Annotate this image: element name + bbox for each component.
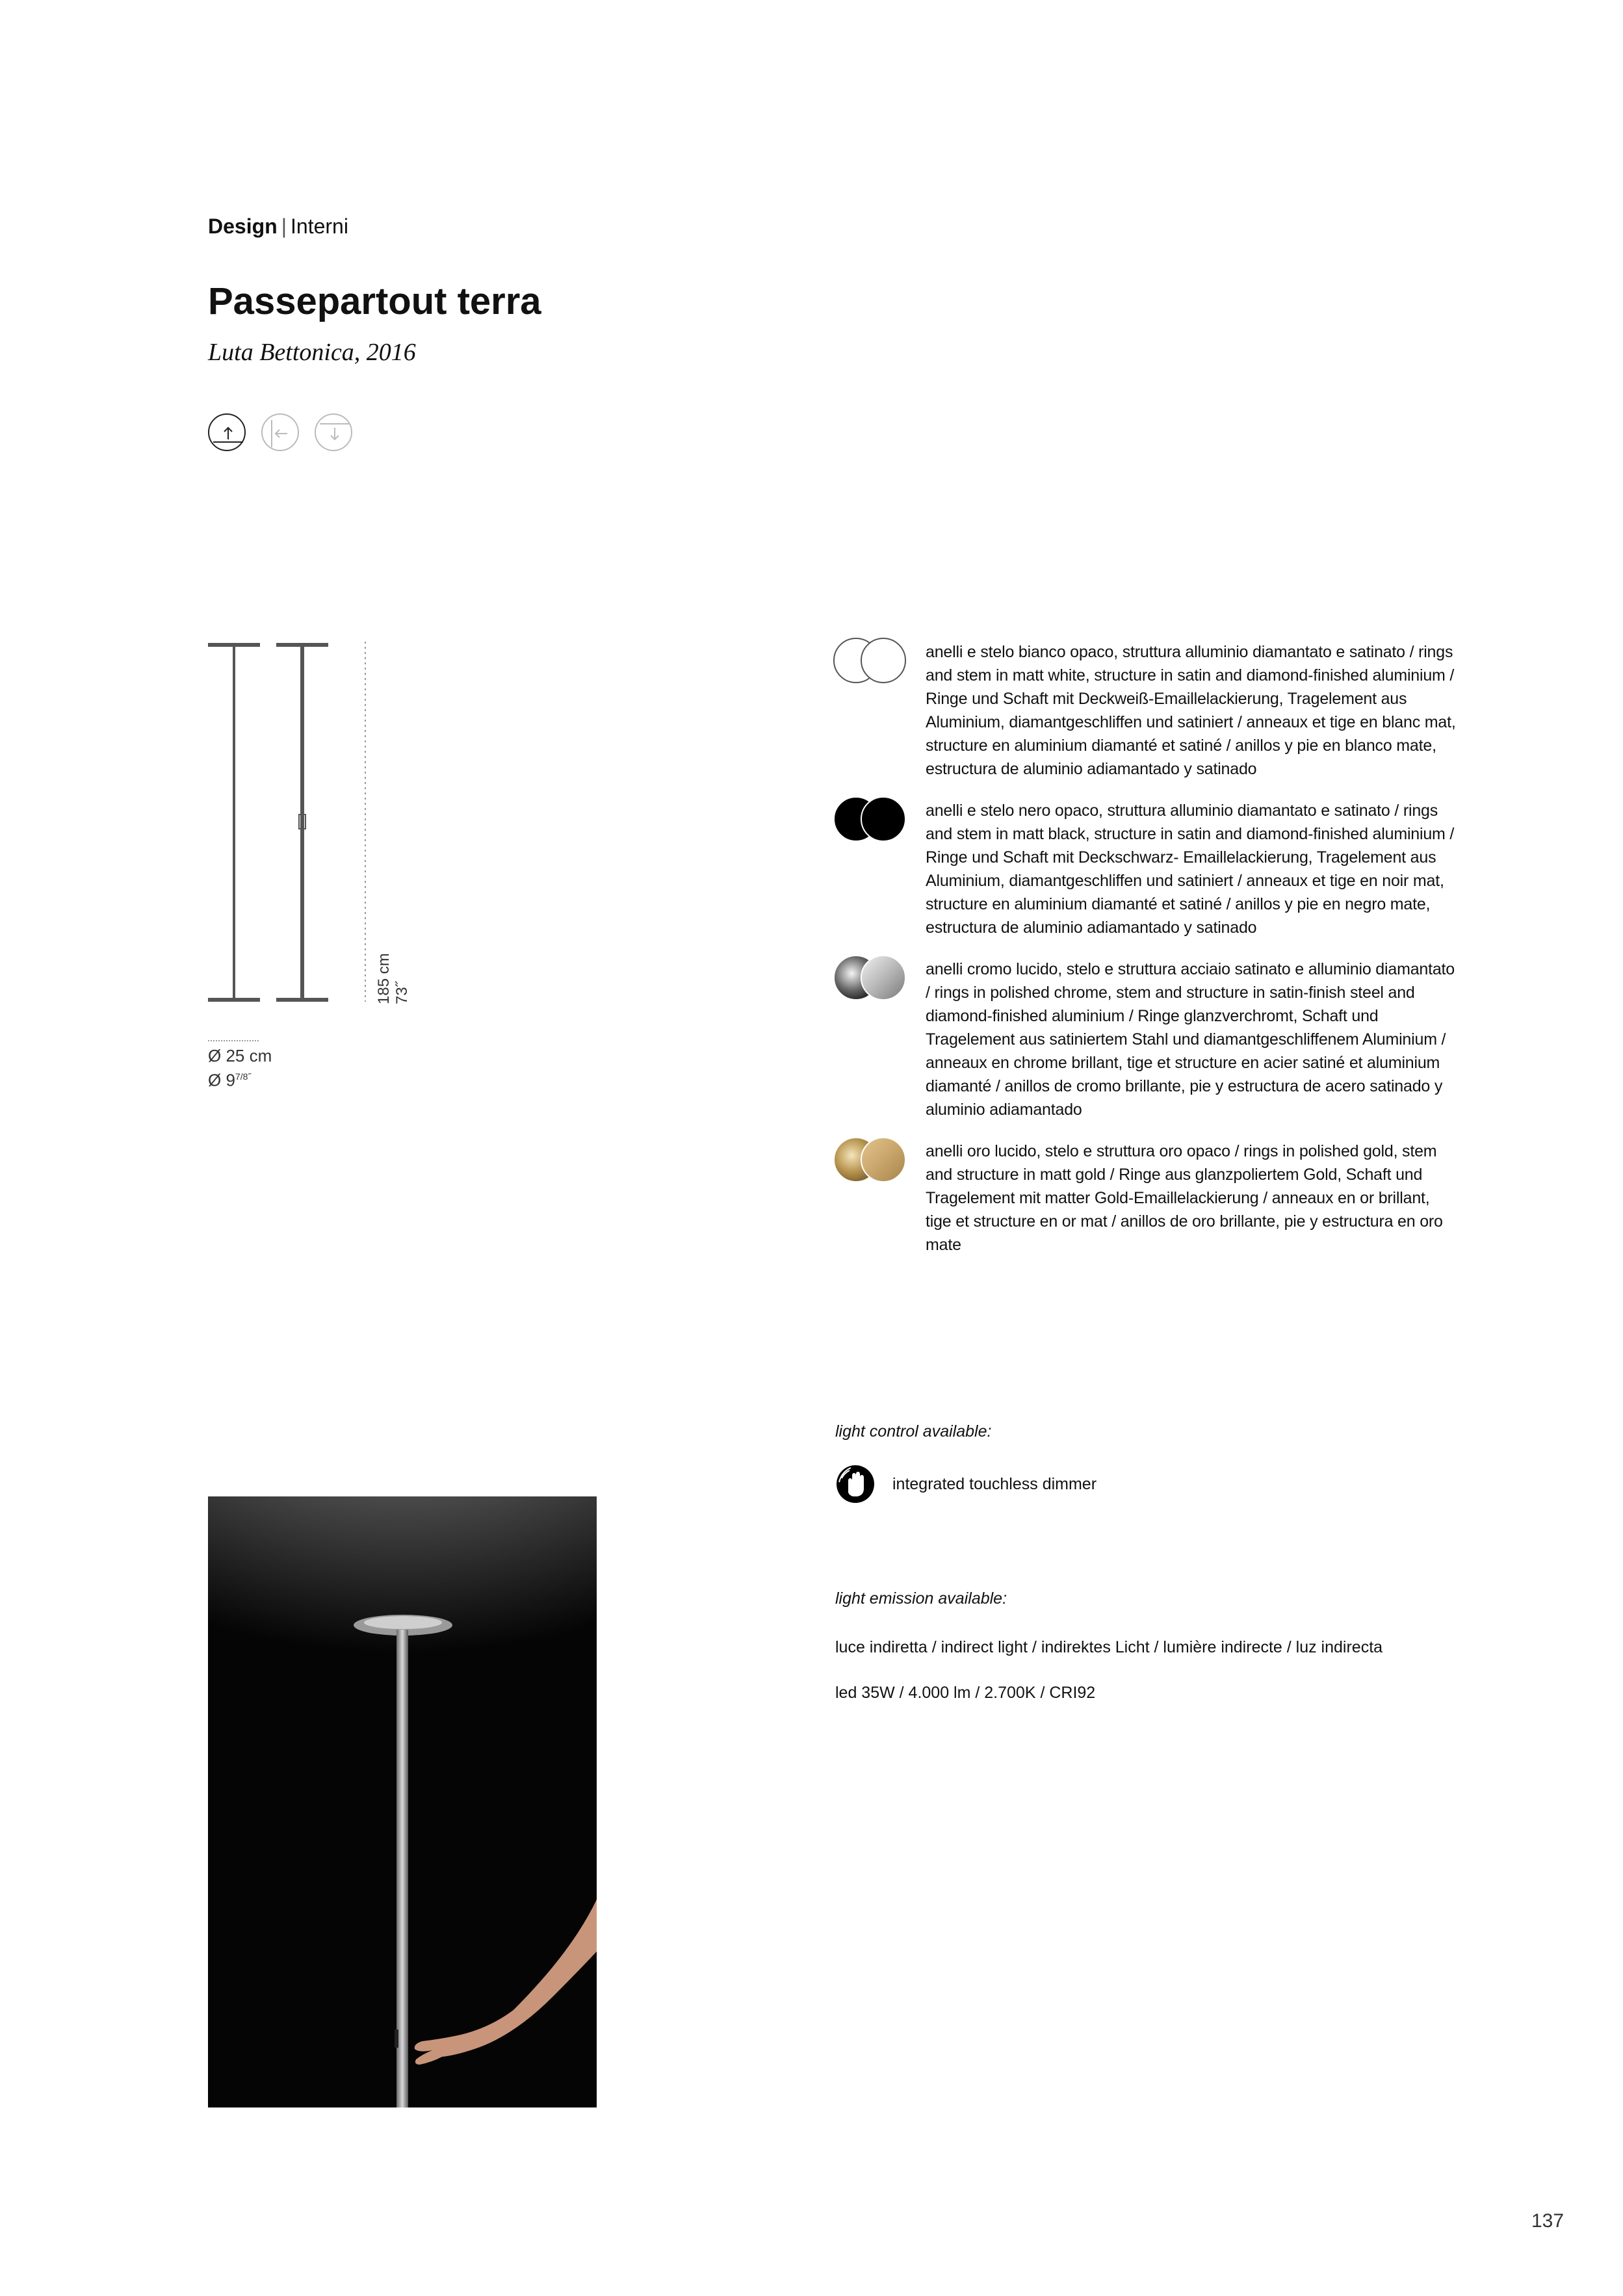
finish-item-black <box>833 799 1457 939</box>
swatch-circle-structure <box>861 638 906 683</box>
touchless-dimmer-label: integrated touchless dimmer <box>892 1474 1097 1493</box>
side-view-top-ring <box>276 643 328 647</box>
height-in-label: 73˝ <box>393 982 411 1004</box>
dimmer-sensor <box>395 2029 398 2048</box>
height-cm-label: 185 cm <box>375 953 393 1004</box>
finish-description: anelli e stelo bianco opaco, struttura alluminio diamantato e satinato / rings and stem in matt white, structure in satin and diamond-finished aluminium / Ringe und Schaft mit Deckweiß-Emaillelackierung, Tragelement aus Aluminium, diamantgeschliffen und satiniert / anneaux et tige en blanc mat, structure en aluminium diamanté et satiné / anillos y pie en blanco mate, estructura de aluminio adiamantado y satinado <box>926 643 1456 778</box>
arrow-left-icon <box>261 413 299 451</box>
finish-swatch-black <box>833 796 906 844</box>
swatch-circle-structure <box>861 955 906 1000</box>
side-view-base <box>276 998 328 1002</box>
diameter-in-label <box>208 1066 272 1091</box>
light-source-spec: led 35W / 4.000 lm / 2.700K / CRI92 <box>835 1684 1096 1702</box>
category-breadcrumb <box>208 215 348 239</box>
finish-item-chrome <box>833 958 1457 1121</box>
breadcrumb-separator: | <box>281 215 287 238</box>
finishes-list <box>833 640 1457 1275</box>
finish-item-gold <box>833 1140 1457 1257</box>
front-view-top-ring <box>208 643 260 647</box>
finish-item-white <box>833 640 1457 781</box>
swatch-circle-structure <box>861 796 906 842</box>
diameter-in-fraction: 7/8˝ <box>235 1071 252 1082</box>
swatch-circle-structure <box>861 1137 906 1182</box>
diameter-in-main: Ø 9 <box>208 1070 235 1090</box>
light-control-item <box>835 1464 1097 1504</box>
diameter-cm-label: Ø 25 cm <box>208 1046 272 1065</box>
arrow-down-icon <box>315 413 352 451</box>
finish-description: anelli e stelo nero opaco, struttura alluminio diamantato e satinato / rings and stem in matt black, structure in satin and diamond-finished aluminium / Ringe und Schaft mit Deckschwarz- Emaillelackierung, Tragelement aus Aluminium, diamantgeschliffen und satiniert / anneaux et tige en noir mat, structure en aluminium diamanté et satiné / anillos y pie en negro mate, estructura de aluminio adiamantado y satinado <box>926 802 1455 937</box>
front-view-base <box>208 998 260 1002</box>
product-title: Passepartout terra <box>208 280 541 322</box>
light-control-label: light control available: <box>835 1422 992 1441</box>
finish-description: anelli cromo lucido, stelo e struttura acciaio satinato e alluminio diamantato / rings in polished chrome, stem and structure in satin-finish steel and diamond-finished aluminium / Ringe glanzverchromt, Schaft und Tragelement aus satiniertem Stahl und diamantgeschliffenem Aluminium / anneaux en chrome brillant, tige et structure en acier satiné et aluminium diamanté / anillos de cromo brillante, pie y estructura de acero satinado y aluminio adiamantado <box>926 960 1455 1119</box>
arrow-up-icon <box>208 413 246 451</box>
page-number: 137 <box>1531 2210 1565 2232</box>
light-direction-icons <box>208 413 352 451</box>
finish-description: anelli oro lucido, stelo e struttura oro opaco / rings in polished gold, stem and structure in matt gold / Ringe aus glanzpoliertem Gold, Schaft und Tragelement mit matter Gold-Emaillelackierung / anneaux en or brillant, tige et structure en or mat / anillos de oro brillante, pie y estructura en oro mate <box>926 1142 1443 1254</box>
light-emission-type: luce indiretta / indirect light / indirektes Licht / lumière indirecte / luz indirecta <box>835 1638 1383 1656</box>
diameter-dimension-line <box>208 1040 259 1041</box>
finish-swatch-gold <box>833 1137 906 1185</box>
diameter-dimensions <box>208 1040 272 1091</box>
section-label: Interni <box>291 215 348 238</box>
brand-label: Design <box>208 215 278 238</box>
product-photo <box>208 1496 597 2107</box>
touchless-hand-icon <box>835 1464 876 1504</box>
finish-swatch-white <box>833 638 906 686</box>
lamp-technical-drawing <box>201 634 435 1024</box>
designer-credit: Luta Bettonica, 2016 <box>208 339 416 366</box>
finish-swatch-chrome <box>833 955 906 1003</box>
light-emission-label: light emission available: <box>835 1589 1007 1608</box>
